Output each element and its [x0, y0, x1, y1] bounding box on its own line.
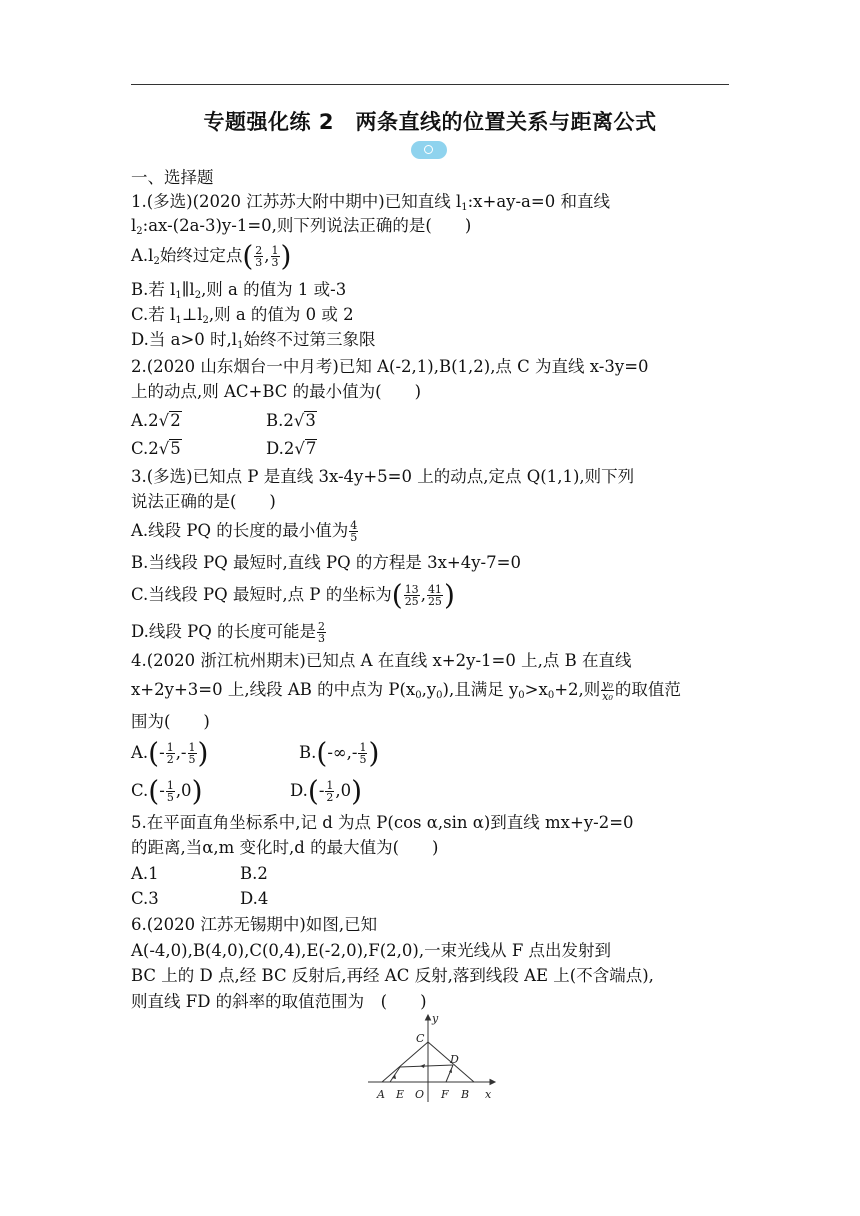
q2-option-b: B.2√3 — [266, 411, 316, 430]
q4-option-a: A.(- $\frac{1}{2}$ ,- $\frac{1}{5}$ ) — [131, 736, 209, 770]
arrow-head-1 — [449, 1068, 452, 1073]
q2-option-a: A.2√2 — [131, 411, 181, 430]
label-A: A — [377, 1088, 385, 1101]
q4-option-b: B.(-∞,- $\frac{1}{5}$ ) — [299, 736, 380, 770]
q5-option-b: B.2 — [240, 864, 268, 883]
q5-stem-line2: 的距离,当α,m 变化时,d 的最大值为( ) — [131, 838, 439, 857]
label-D: D — [450, 1053, 459, 1066]
q4-stem-line1: 4.(2020 浙江杭州期末)已知点 A 在直线 x+2y-1=0 上,点 B 在直线 — [131, 651, 632, 670]
label-O: O — [415, 1088, 425, 1101]
label-F: F — [441, 1088, 449, 1101]
q5-option-a: A.1 — [131, 864, 159, 883]
q1-option-b: B.若 $l_1\parallel l_2$,则 a 的值为 1 或-3 — [131, 280, 347, 301]
q1-stem-line2: $l_2:ax-(2a-3)y-1=0$,则下列说法正确的是( ) — [131, 216, 472, 237]
label-x: x — [485, 1088, 492, 1101]
q2-option-c: C.2√5 — [131, 439, 181, 458]
section-heading: 一、选择题 — [131, 168, 214, 187]
q3-option-a: A.线段 PQ 的长度的最小值为 $\frac{4}{5}$ — [131, 519, 358, 544]
q2-stem-line2: 上的动点,则 AC+BC 的最小值为( ) — [131, 382, 422, 401]
top-rule — [131, 84, 729, 85]
q3-stem-line2: 说法正确的是( ) — [131, 492, 276, 511]
q6-stem-line1: 6.(2020 江苏无锡期中)如图,已知 — [131, 915, 378, 934]
q1-option-c: C.若 $l_1\perp l_2$,则 a 的值为 0 或 2 — [131, 305, 354, 326]
arrow-head-2 — [420, 1064, 425, 1068]
label-y: y — [432, 1012, 439, 1025]
q6-stem-line3: BC 上的 D 点,经 BC 反射后,再经 AC 反射,落到线段 AE 上(不含端点), — [131, 966, 654, 985]
q5-option-d: D.4 — [240, 889, 269, 908]
label-B: B — [461, 1088, 470, 1101]
clock-icon — [424, 145, 433, 154]
q4-option-c: C.(- $\frac{1}{5}$ ,0) — [131, 774, 203, 808]
q5-stem-line1: 5.在平面直角坐标系中,记 d 为点 P(cos α,sin α)到直线 mx+y-2=0 — [131, 813, 634, 832]
page-title: 专题强化练 2 两条直线的位置关系与距离公式 — [203, 110, 657, 134]
q3-option-d: D.线段 PQ 的长度可能是 $\frac{2}{3}$ — [131, 620, 326, 645]
q3-option-b: B.当线段 PQ 最短时,直线 PQ 的方程是 3x+4y-7=0 — [131, 553, 521, 572]
q3-stem-line1: 3.(多选)已知点 P 是直线 3x-4y+5=0 上的动点,定点 Q(1,1),则下列 — [131, 467, 635, 486]
q5-option-c: C.3 — [131, 889, 159, 908]
q2-stem-line1: 2.(2020 山东烟台一中月考)已知 A(-2,1),B(1,2),点 C 为直线 x-3y=0 — [131, 357, 649, 376]
q2-option-d: D.2√7 — [266, 439, 317, 458]
q6-figure — [360, 1010, 500, 1105]
q1-option-a: $A.l_2$始终过定点( $\frac{2}{3}$ , $\frac{1}{3}$ ) — [131, 239, 292, 273]
x-axis-arrow — [490, 1080, 495, 1085]
q4-stem-line3: 围为( ) — [131, 712, 210, 731]
ray-FD — [446, 1065, 453, 1082]
time-badge-label: 60min — [414, 163, 444, 173]
label-E: E — [396, 1088, 405, 1101]
q6-stem-line2: A(-4,0),B(4,0),C(0,4),E(-2,0),F(2,0),一束光线从 F 点出发射到 — [131, 941, 612, 960]
q6-stem-line4: 则直线 FD 的斜率的取值范围为 ( ) — [131, 992, 427, 1011]
q3-option-c: C.当线段 PQ 最短时,点 P 的坐标为( $\frac{13}{25}$ , $\frac{41}{25}$ ) — [131, 578, 455, 612]
q4-option-d: D.(- $\frac{1}{2}$ ,0) — [290, 774, 363, 808]
label-C: C — [416, 1032, 425, 1045]
segment-AC — [382, 1042, 428, 1082]
q1-stem-line1: 1.(多选)(2020 江苏苏大附中期中)已知直线 $l_1:x+ay-a=0$ 和直线 — [131, 192, 610, 213]
ray-D-to-AC — [400, 1065, 453, 1067]
y-axis-arrow — [426, 1015, 431, 1020]
q1-option-d: D.当 a>0 时$,l_1$始终不过第三象限 — [131, 330, 376, 351]
time-badge — [411, 141, 447, 173]
q4-stem-line2: x+2y+3=0 上,线段 AB 的中点为 $P(x_0,y_0)$,且满足 $y_0>x_0+2$,则 $\frac{\text{y₀}}{\text{x₀}}$ 的取值范 — [131, 678, 681, 703]
